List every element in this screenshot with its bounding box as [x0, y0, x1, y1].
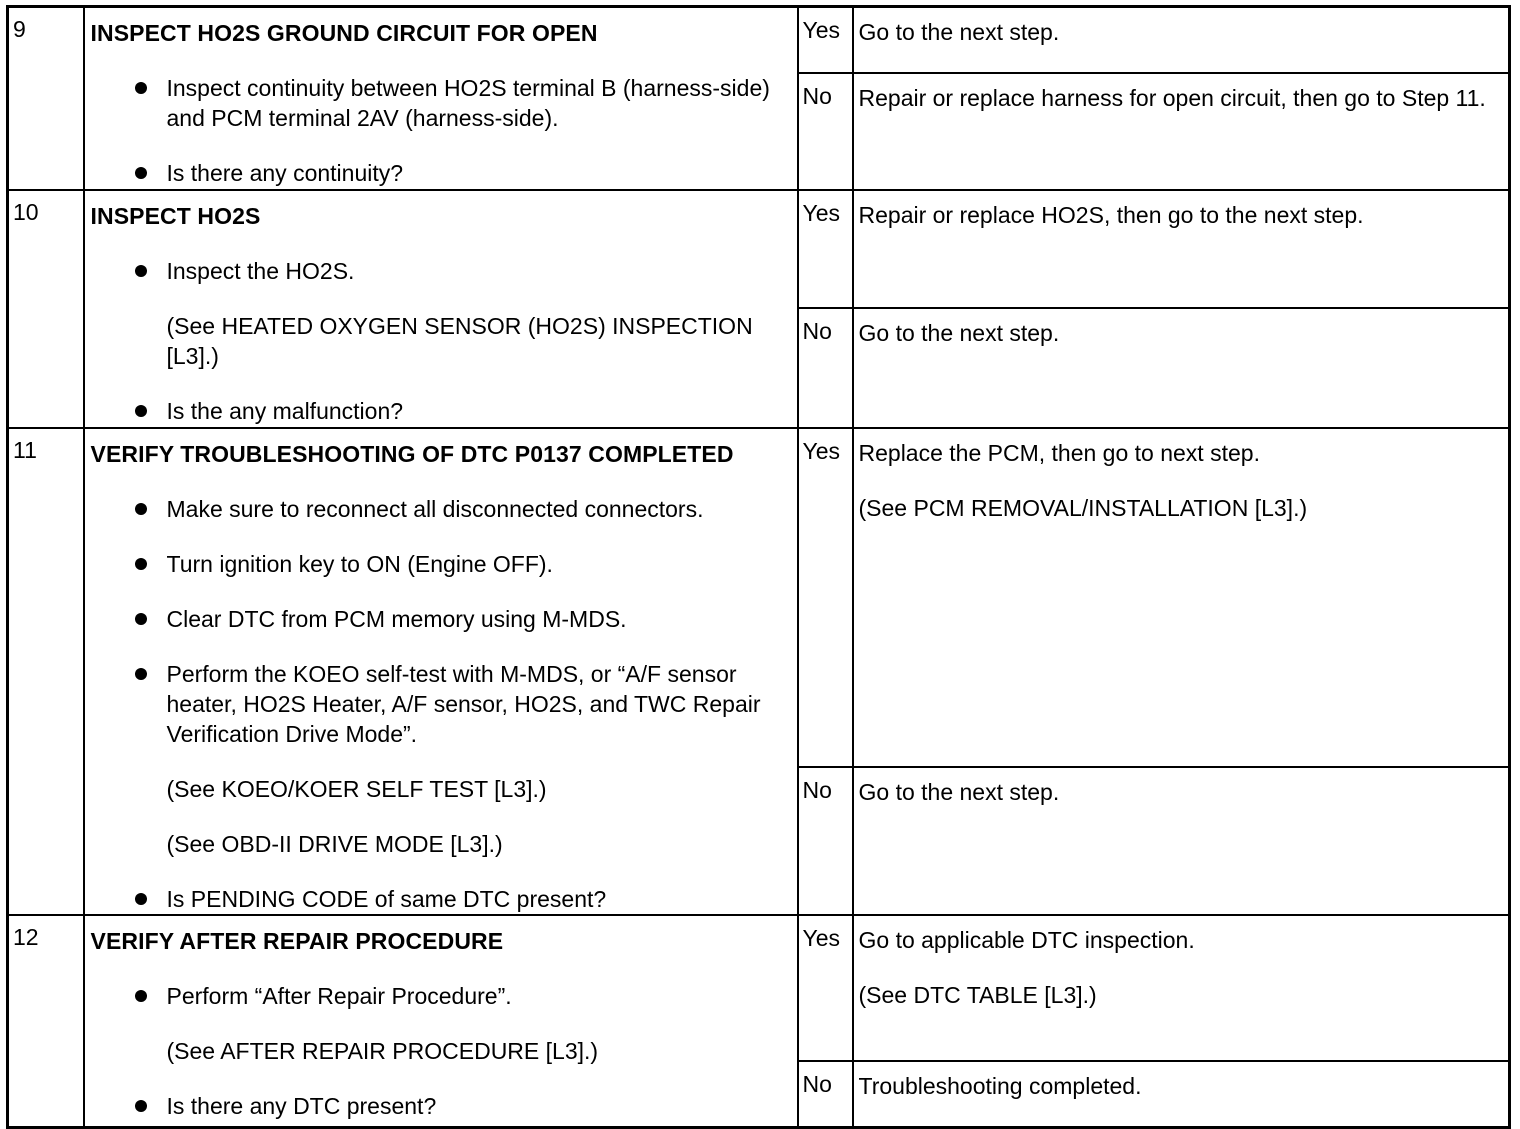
- yes-label: Yes: [798, 915, 853, 1061]
- bullet-icon: [135, 265, 147, 277]
- reference-note: [91, 1036, 789, 1066]
- result-text: Go to applicable DTC inspection.: [858, 927, 1195, 953]
- yes-result: [853, 7, 1510, 74]
- bullet-item: [91, 549, 789, 579]
- no-label: No: [798, 1061, 853, 1128]
- yes-result: [853, 428, 1510, 767]
- step-action: [84, 7, 798, 191]
- result-text: Repair or replace HO2S, then go to the next step.: [858, 202, 1364, 228]
- result-text: Go to the next step.: [858, 320, 1060, 346]
- step-action: [84, 190, 798, 428]
- step-row-yes: [8, 190, 1510, 308]
- bullet-item: [91, 1091, 789, 1121]
- bullet-icon: [135, 167, 147, 179]
- no-label: No: [798, 767, 853, 915]
- yes-label: Yes: [798, 428, 853, 767]
- yes-result: [853, 915, 1510, 1061]
- no-label: No: [798, 73, 853, 190]
- bullet-icon: [135, 990, 147, 1002]
- result-text: Go to the next step.: [858, 779, 1060, 806]
- line-text: Inspect the HO2S.: [166, 258, 355, 284]
- line-text: Is there any DTC present?: [166, 1093, 437, 1119]
- line-text: (See AFTER REPAIR PROCEDURE [L3].): [166, 1038, 599, 1064]
- bullet-icon: [135, 668, 147, 680]
- line-text: (See OBD-II DRIVE MODE [L3].): [166, 831, 503, 857]
- bullet-item: [91, 659, 789, 749]
- reference-note: [91, 311, 789, 371]
- bullet-icon: [135, 1100, 147, 1112]
- yes-label: Yes: [798, 7, 853, 74]
- step-title: INSPECT HO2S: [90, 203, 261, 229]
- no-result: [853, 73, 1510, 190]
- step-row-yes: [8, 915, 1510, 1061]
- step-row-yes: [8, 7, 1510, 74]
- line-text: (See KOEO/KOER SELF TEST [L3].): [166, 776, 547, 802]
- step-number: 11: [8, 428, 84, 915]
- step-number: 9: [8, 7, 84, 191]
- line-text: Is PENDING CODE of same DTC present?: [166, 886, 607, 912]
- line-text: Turn ignition key to ON (Engine OFF).: [166, 551, 553, 577]
- step-action: [84, 428, 798, 915]
- no-result: [853, 308, 1510, 428]
- line-text: Is the any malfunction?: [166, 398, 404, 424]
- line-text: Make sure to reconnect all disconnected connectors.: [166, 496, 704, 522]
- result-text: (See PCM REMOVAL/INSTALLATION [L3].): [858, 495, 1308, 521]
- no-result: [853, 767, 1510, 915]
- bullet-item: [91, 604, 789, 634]
- step-row-yes: [8, 428, 1510, 767]
- step-number: 12: [8, 915, 84, 1128]
- yes-label: Yes: [798, 190, 853, 308]
- reference-note: [91, 829, 789, 859]
- line-text: Perform the KOEO self-test with M-MDS, or “A/F sensor heater, HO2S Heater, A/F sensor, HO2S, and TWC Repair Verification Drive Mode”.: [166, 661, 761, 747]
- line-text: Clear DTC from PCM memory using M-MDS.: [166, 606, 627, 632]
- bullet-item: [91, 73, 789, 133]
- troubleshooting-table: [6, 5, 1511, 1129]
- result-text: Repair or replace harness for open circuit, then go to Step 11.: [858, 85, 1486, 111]
- bullet-icon: [135, 558, 147, 570]
- bullet-item: [91, 158, 789, 188]
- bullet-icon: [135, 503, 147, 515]
- no-label: No: [798, 308, 853, 428]
- bullet-item: [91, 494, 789, 524]
- line-text: Perform “After Repair Procedure”.: [166, 983, 512, 1009]
- step-title: VERIFY AFTER REPAIR PROCEDURE: [90, 928, 504, 954]
- bullet-icon: [135, 82, 147, 94]
- bullet-icon: [135, 613, 147, 625]
- bullet-item: [91, 256, 789, 286]
- step-title: VERIFY TROUBLESHOOTING OF DTC P0137 COMPLETED: [90, 441, 734, 467]
- result-text: Go to the next step.: [858, 19, 1060, 45]
- step-number: 10: [8, 190, 84, 428]
- bullet-item: [91, 396, 789, 426]
- step-action: [84, 915, 798, 1128]
- step-title: INSPECT HO2S GROUND CIRCUIT FOR OPEN: [90, 20, 598, 46]
- steps-body: [8, 7, 1510, 1128]
- no-result: [853, 1061, 1510, 1128]
- reference-note: [91, 774, 789, 804]
- result-text: (See DTC TABLE [L3].): [858, 982, 1097, 1008]
- result-text: Replace the PCM, then go to next step.: [858, 440, 1260, 466]
- bullet-item: [91, 981, 789, 1011]
- line-text: Is there any continuity?: [166, 160, 404, 186]
- bullet-icon: [135, 893, 147, 905]
- yes-result: [853, 190, 1510, 308]
- line-text: (See HEATED OXYGEN SENSOR (HO2S) INSPECTION [L3].): [166, 313, 753, 369]
- result-text: Troubleshooting completed.: [858, 1073, 1142, 1099]
- line-text: Inspect continuity between HO2S terminal B (harness-side) and PCM terminal 2AV (harness-side).: [166, 75, 770, 131]
- bullet-icon: [135, 405, 147, 417]
- bullet-item: [91, 884, 789, 914]
